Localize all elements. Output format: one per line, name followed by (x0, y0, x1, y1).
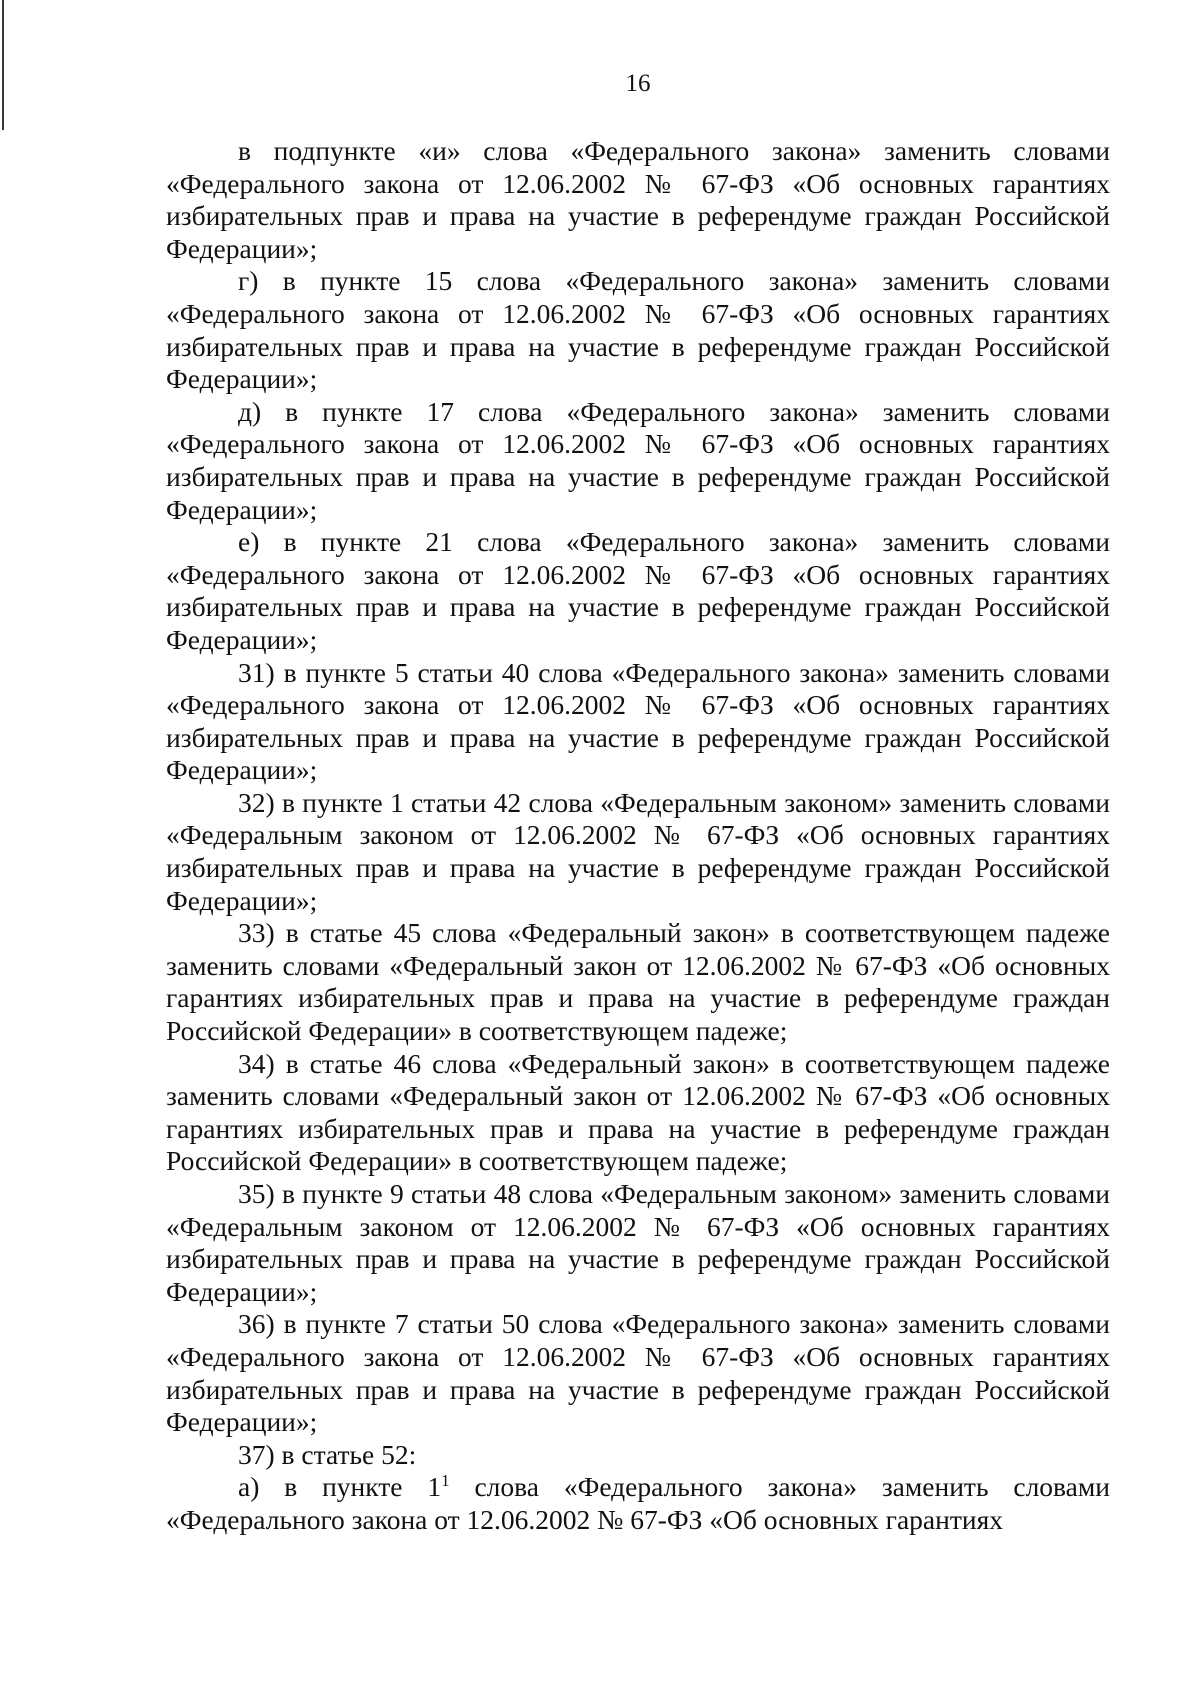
paragraph-text-after: слова «Федерального закона» заменить словами «Федерального закона от 12.06.2002 № 67-ФЗ «Об основных гарантиях (166, 1471, 1110, 1535)
document-body (166, 135, 1110, 1537)
paragraph: 36) в пункте 7 статьи 50 слова «Федерального закона» заменить словами «Федерального закона от 12.06.2002 № 67-ФЗ «Об основных гарантиях избирательных прав и права на участие в референдуме граждан Российской Федерации»; (166, 1308, 1110, 1438)
paragraph: 33) в статье 45 слова «Федеральный закон» в соответствующем падеже заменить словами «Федеральный закон от 12.06.2002 № 67-ФЗ «Об основных гарантиях избирательных прав и права на участие в референдуме граждан Российской Федерации» в соответствующем падеже; (166, 917, 1110, 1047)
page-number: 16 (625, 70, 651, 97)
paragraph: е) в пункте 21 слова «Федерального закона» заменить словами «Федерального закона от 12.06.2002 № 67-ФЗ «Об основных гарантиях избирательных прав и права на участие в референдуме граждан Российской Федерации»; (166, 526, 1110, 655)
paragraph: д) в пункте 17 слова «Федерального закона» заменить словами «Федерального закона от 12.06.2002 № 67-ФЗ «Об основных гарантиях избирательных прав и права на участие в референдуме граждан Российской Федерации»; (166, 395, 1110, 525)
paragraph: 35) в пункте 9 статьи 48 слова «Федеральным законом» заменить словами «Федеральным законом от 12.06.2002 № 67-ФЗ «Об основных гарантиях избирательных прав и права на участие в референдуме граждан Российской Федерации»; (166, 1178, 1110, 1307)
paragraph: 31) в пункте 5 статьи 40 слова «Федерального закона» заменить словами «Федерального закона от 12.06.2002 № 67-ФЗ «Об основных гарантиях избирательных прав и права на участие в референдуме граждан Российской Федерации»; (166, 656, 1110, 786)
paragraph-text-before: а) в пункте 1 (238, 1471, 442, 1503)
paragraph-with-superscript (166, 1471, 1110, 1536)
superscript-marker: 1 (441, 1471, 450, 1491)
paragraph: 32) в пункте 1 статьи 42 слова «Федеральным законом» заменить словами «Федеральным законом от 12.06.2002 № 67-ФЗ «Об основных гарантиях избирательных прав и права на участие в референдуме граждан Российской Федерации»; (166, 786, 1110, 916)
scan-edge-mark (2, 0, 4, 130)
paragraph: г) в пункте 15 слова «Федерального закона» заменить словами «Федерального закона от 12.06.2002 № 67-ФЗ «Об основных гарантиях избирательных прав и права на участие в референдуме граждан Российской Федерации»; (166, 265, 1110, 395)
paragraph: в подпункте «и» слова «Федерального закона» заменить словами «Федерального закона от 12.06.2002 № 67-ФЗ «Об основных гарантиях избирательных прав и права на участие в референдуме граждан Российской Федерации»; (166, 135, 1110, 264)
paragraph: 37) в статье 52: (238, 1438, 417, 1470)
paragraph: 34) в статье 46 слова «Федеральный закон» в соответствующем падеже заменить словами «Федеральный закон от 12.06.2002 № 67-ФЗ «Об основных гарантиях избирательных прав и права на участие в референдуме граждан Российской Федерации» в соответствующем падеже; (166, 1047, 1110, 1177)
